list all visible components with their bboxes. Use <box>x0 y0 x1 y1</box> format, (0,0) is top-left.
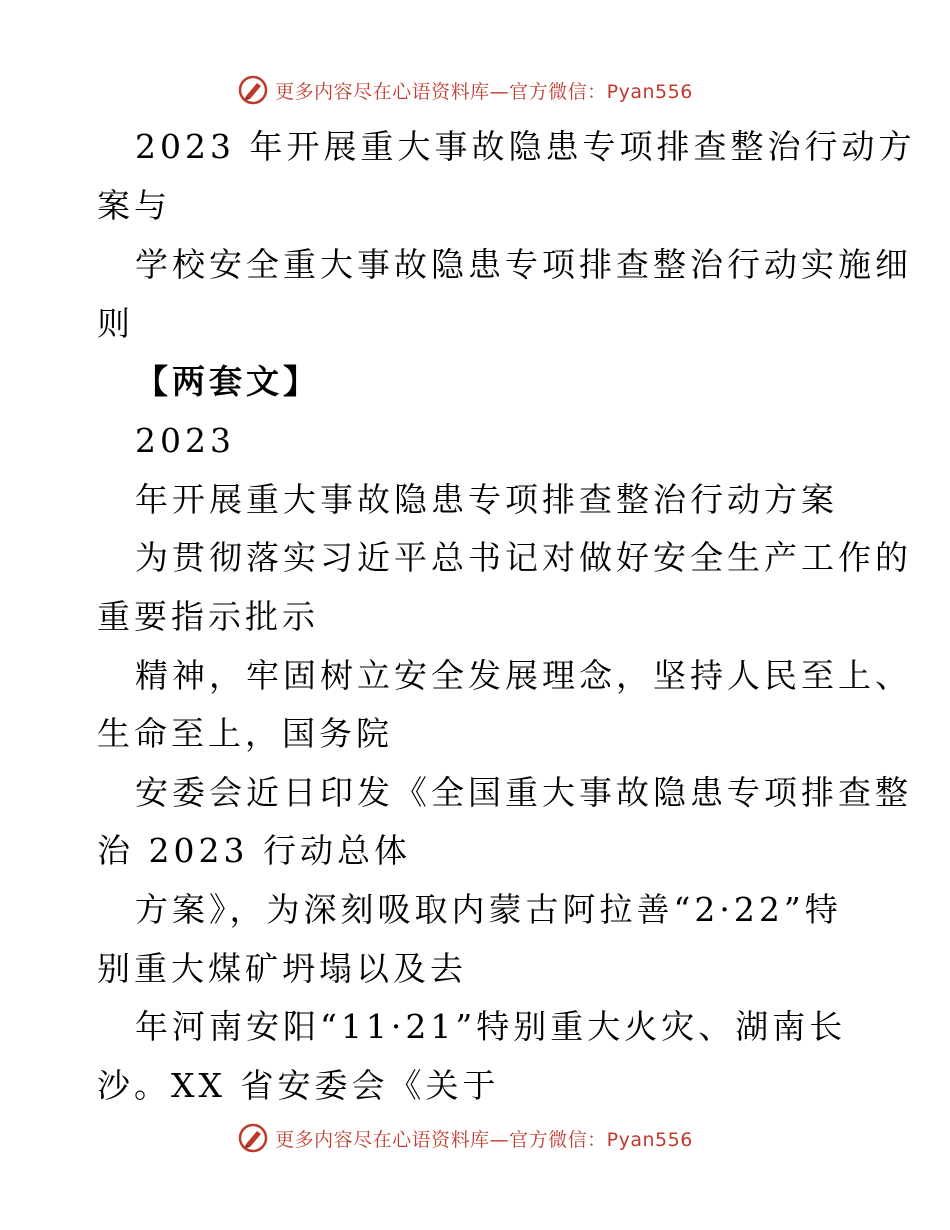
section-title: 年开展重大事故隐患专项排查整治行动方案 <box>135 480 838 519</box>
pen-logo-icon <box>237 74 269 106</box>
footer-watermark <box>0 1118 950 1158</box>
paragraph-line: 沙。XX 省安委会《关于 <box>97 1066 500 1105</box>
paragraph-line: 重要指示批示 <box>97 597 319 636</box>
paragraph-line: 生命至上，国务院 <box>97 714 393 753</box>
title-line-3: 学校安全重大事故隐患专项排查整治行动实施细 <box>135 245 912 284</box>
subtitle-two-sets: 【两套文】 <box>135 362 320 401</box>
paragraph-line: 方案》，为深刻吸取内蒙古阿拉善“2·22”特 <box>135 890 842 929</box>
paragraph-line: 精神，牢固树立安全发展理念，坚持人民至上、 <box>135 656 912 695</box>
paragraph-line: 别重大煤矿坍塌以及去 <box>97 949 467 988</box>
paragraph-line: 为贯彻落实习近平总书记对做好安全生产工作的 <box>135 538 912 577</box>
watermark-text: 更多内容尽在心语资料库—官方微信：Pyan556 <box>275 1128 693 1151</box>
pen-logo-icon <box>237 1122 269 1154</box>
title-line-1: 2023 年开展重大事故隐患专项排查整治行动方 <box>135 127 916 166</box>
paragraph-line: 年河南安阳“11·21”特别重大火灾、湖南长 <box>135 1007 847 1046</box>
title-line-4: 则 <box>97 304 134 343</box>
header-watermark <box>0 70 950 110</box>
paragraph-line: 治 2023 行动总体 <box>97 831 411 870</box>
section-year: 2023 <box>135 421 235 460</box>
watermark-text: 更多内容尽在心语资料库—官方微信：Pyan556 <box>275 80 693 103</box>
paragraph-line: 安委会近日印发《全国重大事故隐患专项排查整 <box>135 773 912 812</box>
title-line-2: 案与 <box>97 186 171 225</box>
